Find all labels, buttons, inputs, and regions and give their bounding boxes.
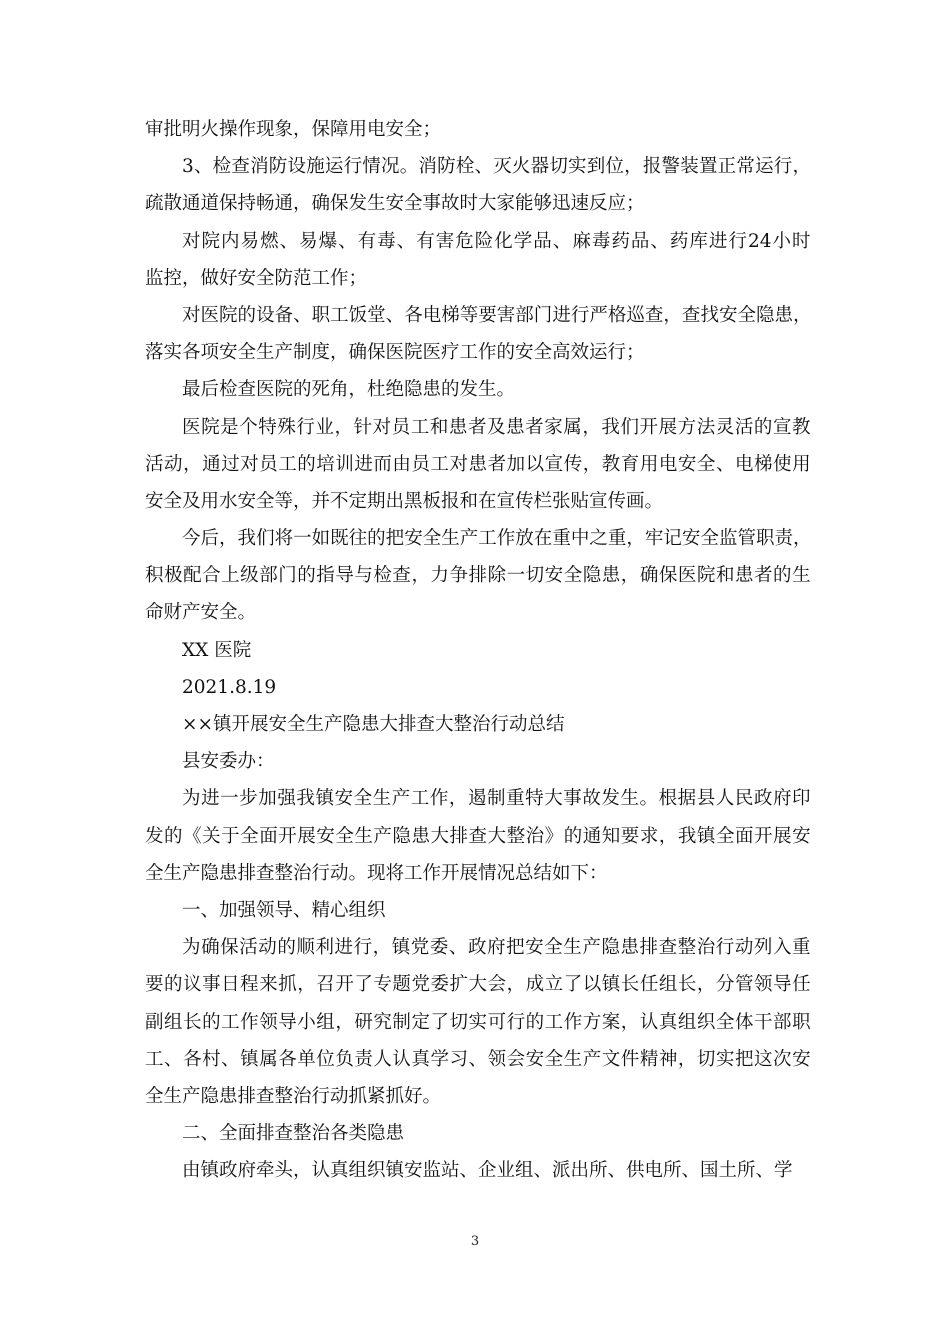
paragraph-line: 审批明火操作现象，保障用电安全； [145,119,442,140]
paragraph-line: 对 医 院 的 设 备 、 职 工 饭 堂 、 各 电 梯 等 要 害 部 门 进 行 严 格 巡 查 ， 查 找 安 全 隐 患 ， [182,304,812,326]
paragraph-line: 积 极 配 合 上 级 部 门 的 指 导 与 检 查 ， 力 争 排 除 一 切 安 全 隐 患 ， 确 保 医 院 和 患 者 的 生 [145,565,811,587]
paragraph-line: 工 、 各 村 、 镇 属 各 单 位 负 责 人 认 真 学 习 、 领 会 安 全 生 产 文 件 精 神 ， 切 实 把 这 次 安 [145,1048,811,1070]
page-number: 3 [470,1234,480,1249]
paragraph-line: 对 院 内 易 燃 、 易 爆 、 有 毒 、 有 害 危 险 化 学 品 、 麻 毒 药 品 、 药 库 进 行 24 小 时 [182,230,811,252]
paragraph-line: 今 后 ， 我 们 将 一 如 既 往 的 把 安 全 生 产 工 作 放 在 重 中 之 重 ， 牢 记 安 全 监 管 职 责 ， [182,528,812,550]
paragraph-line: 全生产隐患排查整治行动抓紧抓好。 [145,1085,442,1107]
paragraph-line: 疏散通道保持畅通，确保发生安全事故时大家能够迅速反应； [145,193,645,215]
paragraph-line: 县安委办： [182,751,275,773]
paragraph-line: 要 的 议 事 日 程 来 抓 ， 召 开 了 专 题 党 委 扩 大 会 ， 成 立 了 以 镇 长 任 组 长 ， 分 管 领 导 任 [145,974,811,996]
paragraph-line: 发 的 《 关 于 全 面 开 展 安 全 生 产 隐 患 大 排 查 大 整 治 》 的 通 知 要 求 ， 我 镇 全 面 开 展 安 [145,825,811,847]
paragraph-line: 副 组 长 的 工 作 领 导 小 组 ， 研 究 制 定 了 切 实 可 行 的 工 作 方 案 ， 认 真 组 织 全 体 干 部 职 [145,1011,811,1033]
paragraph-line: 医 院 是 个 特 殊 行 业 ， 针 对 员 工 和 患 者 及 患 者 家 属 ， 我 们 开 展 方 法 灵 活 的 宣 教 [182,416,811,438]
paragraph-line: XX 医院 [182,639,252,661]
paragraph-line: 一、加强领导、精心组织 [182,899,386,921]
paragraph-line: 2021.8.19 [182,676,277,698]
paragraph-line: 活 动 ， 通 过 对 员 工 的 培 训 进 而 由 员 工 对 患 者 加 以 宣 传 ， 教 育 用 电 安 全 、 电 梯 使 用 [145,453,811,475]
paragraph-line: 二、全面排查整治各类隐患 [182,1123,405,1145]
paragraph-line: 3 、 检 查 消 防 设 施 运 行 情 况 。 消 防 栓 、 灭 火 器 切 实 到 位 ， 报 警 装 置 正 常 运 行 ， [182,156,811,178]
paragraph-line: ××镇开展安全生产隐患大排查大整治行动总结 [182,714,565,735]
document-body [145,111,811,1189]
paragraph-line: 由镇政府牵头，认真组织镇安监站、企业组、派出所、供电所、国土所、学 [182,1160,793,1182]
paragraph-line: 安全及用水安全等，并不定期出黑板报和在宣传栏张贴宣传画。 [145,490,664,512]
paragraph-line: 落实各项安全生产制度，确保医院医疗工作的安全高效运行； [145,342,645,364]
paragraph-line: 全生产隐患排查整治行动。现将工作开展情况总结如下： [145,862,608,884]
paragraph-line: 为 进 一 步 加 强 我 镇 安 全 生 产 工 作 ， 遏 制 重 特 大 事 故 发 生 。 根 据 县 人 民 政 府 印 [182,788,811,810]
paragraph-line: 监控，做好安全防范工作； [145,267,368,289]
paragraph-line: 命财产安全。 [145,602,257,624]
paragraph-line: 最后检查医院的死角，杜绝隐患的发生。 [182,379,516,401]
paragraph-line: 为 确 保 活 动 的 顺 利 进 行 ， 镇 党 委 、 政 府 把 安 全 生 产 隐 患 排 查 整 治 行 动 列 入 重 [182,937,811,959]
